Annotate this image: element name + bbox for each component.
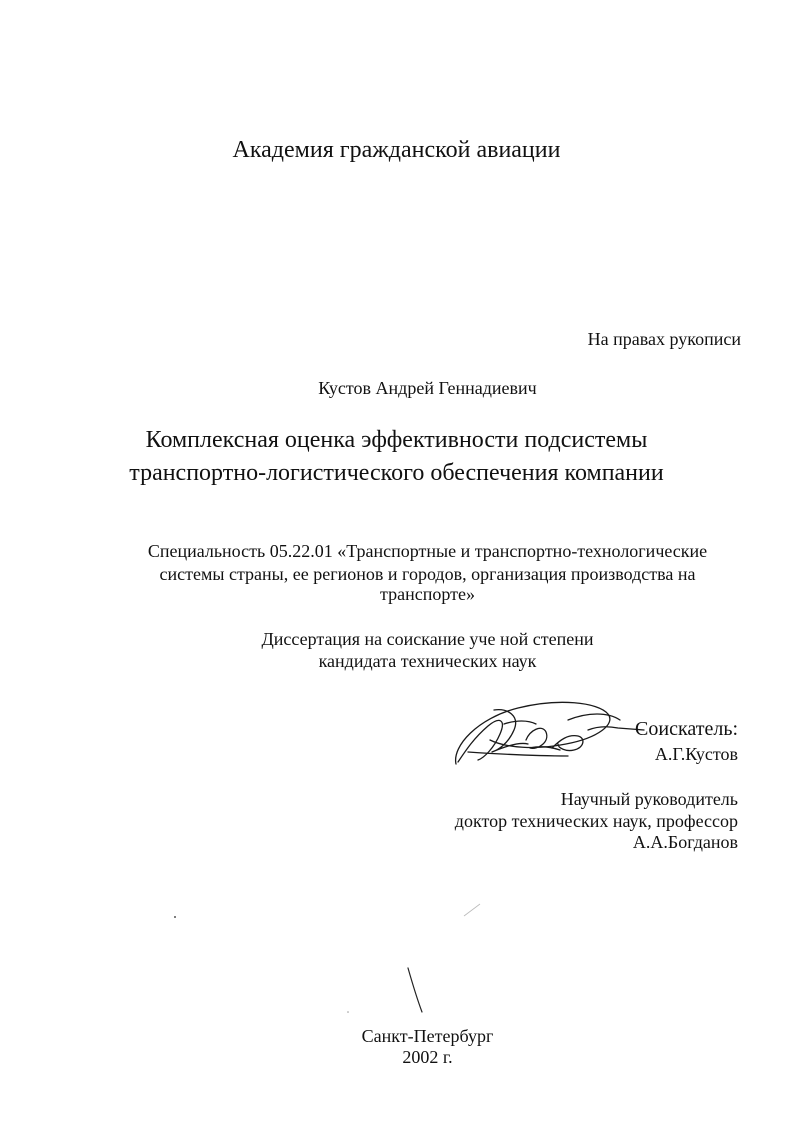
scan-speck [345, 1010, 351, 1014]
degree-line-2: кандидата технических наук [318, 651, 537, 671]
city: Санкт-Петербург [361, 1026, 494, 1046]
supervisor-degree: доктор технических наук, профессор [454, 811, 738, 831]
applicant-signature [448, 690, 648, 775]
rights-notice: На правах рукописи [587, 329, 741, 349]
specialty-line-1: Специальность 05.22.01 «Транспортные и транспортно-технологические [147, 541, 708, 561]
specialty-line-3: транспорте» [380, 584, 475, 604]
year: 2002 г. [402, 1047, 453, 1067]
pen-stroke-mark [404, 966, 426, 1016]
applicant-name: А.Г.Кустов [654, 744, 738, 764]
scan-speck [462, 902, 482, 918]
author-name: Кустов Андрей Геннадиевич [318, 378, 537, 398]
supervisor-label: Научный руководитель [560, 789, 738, 809]
supervisor-name: А.А.Богданов [632, 832, 738, 852]
dissertation-title-line-1: Комплексная оценка эффективности подсистемы [145, 427, 648, 453]
degree-line-1: Диссертация на соискание уче ной степени [261, 629, 594, 649]
scan-speck [172, 915, 178, 919]
dissertation-title-line-2: транспортно-логистического обеспечения компании [129, 460, 664, 486]
applicant-label: Соискатель: [635, 718, 738, 740]
specialty-line-2: системы страны, ее регионов и городов, организация производства на [159, 564, 696, 584]
organization-name: Академия гражданской авиации [232, 137, 561, 163]
